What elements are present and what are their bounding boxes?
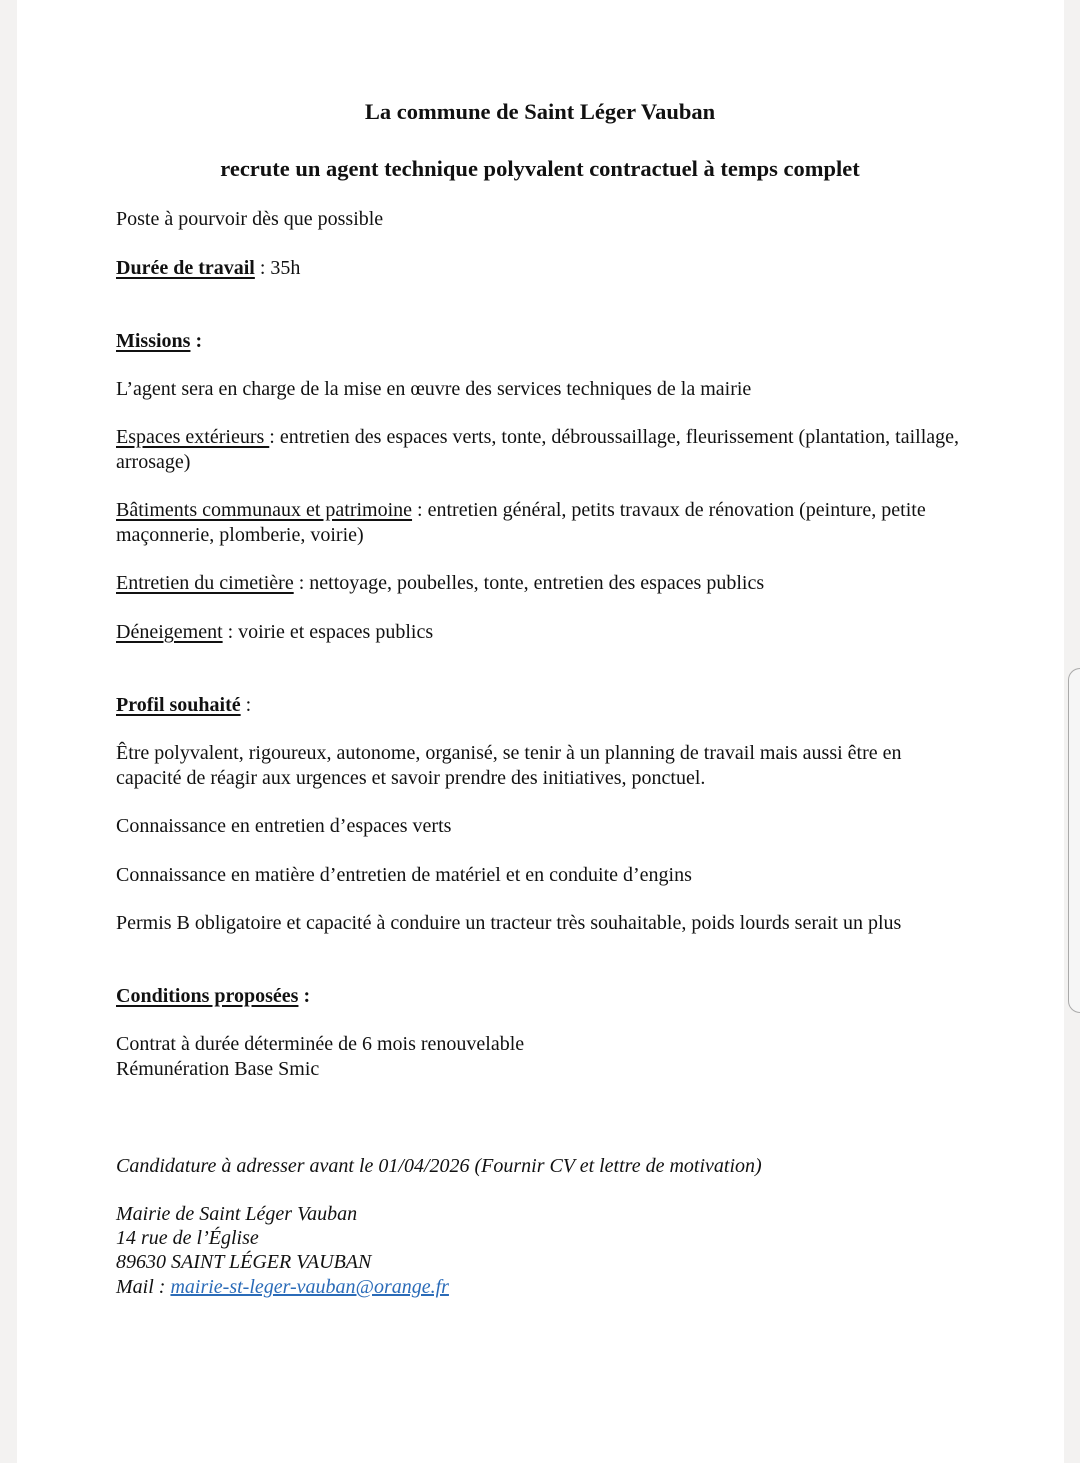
duration bbox=[116, 256, 961, 281]
conditions-heading bbox=[116, 984, 961, 1009]
title-line2: recrute un agent technique polyvalent contractuel à temps complet bbox=[220, 156, 860, 181]
mail-link[interactable]: mairie-st-leger-vauban@orange.fr bbox=[170, 1276, 449, 1298]
profile-item: Être polyvalent, rigoureux, autonome, organisé, se tenir à un planning de travail mais aussi être en capacité de réagir aux urgences et savoir prendre des initiatives, ponctuel. bbox=[116, 742, 902, 789]
mission-item bbox=[116, 425, 961, 474]
address-line2: 14 rue de l’Église bbox=[116, 1227, 259, 1249]
profile-heading bbox=[116, 693, 961, 718]
profile-item: Permis B obligatoire et capacité à conduire un tracteur très souhaitable, poids lourds serait un plus bbox=[116, 912, 902, 934]
scrollbar-thumb[interactable] bbox=[1068, 668, 1080, 1013]
mission-label: Entretien du cimetière bbox=[116, 572, 294, 594]
mission-text: : voirie et espaces publics bbox=[222, 621, 434, 643]
mail-line bbox=[116, 1275, 961, 1300]
mission-label: Espaces extérieurs bbox=[116, 426, 270, 448]
missions-heading-suffix: : bbox=[190, 330, 203, 352]
title-line1: La commune de Saint Léger Vauban bbox=[364, 99, 716, 124]
application-deadline: Candidature à adresser avant le 01/04/2026 (Fournir CV et lettre de motivation) bbox=[116, 1155, 762, 1177]
mission-text: : nettoyage, poubelles, tonte, entretien des espaces publics bbox=[293, 572, 765, 594]
availability-text: Poste à pourvoir dès que possible bbox=[116, 208, 384, 230]
conditions-heading-suffix: : bbox=[298, 985, 311, 1007]
missions-heading-label: Missions bbox=[116, 330, 191, 352]
mission-label: Bâtiments communaux et patrimoine bbox=[116, 499, 413, 521]
mission-text: : entretien des espaces verts, tonte, débroussaillage, fleurissement (plantation, taillage, arrosage) bbox=[116, 426, 960, 473]
address-line3: 89630 SAINT LÉGER VAUBAN bbox=[116, 1251, 372, 1273]
duration-label: Durée de travail bbox=[116, 257, 255, 279]
missions-heading bbox=[116, 329, 961, 354]
mission-item bbox=[116, 498, 961, 547]
address-line1: Mairie de Saint Léger Vauban bbox=[116, 1203, 358, 1225]
missions-intro: L’agent sera en charge de la mise en œuvre des services techniques de la mairie bbox=[116, 378, 752, 400]
profile-item: Connaissance en entretien d’espaces verts bbox=[116, 815, 452, 837]
conditions-line1: Contrat à durée déterminée de 6 mois renouvelable bbox=[116, 1033, 525, 1055]
mail-label: Mail : bbox=[116, 1276, 171, 1298]
mission-label: Déneigement bbox=[116, 621, 223, 643]
mission-text: : entretien général, petits travaux de rénovation (peinture, petite maçonnerie, plomberie, voirie) bbox=[116, 499, 926, 546]
profile-heading-suffix: : bbox=[240, 694, 252, 716]
duration-value: : 35h bbox=[254, 257, 301, 279]
conditions-line2: Rémunération Base Smic bbox=[116, 1058, 320, 1080]
profile-item: Connaissance en matière d’entretien de matériel et en conduite d’engins bbox=[116, 864, 692, 886]
mission-item bbox=[116, 571, 961, 596]
conditions-heading-label: Conditions proposées bbox=[116, 985, 299, 1007]
mission-item bbox=[116, 620, 961, 645]
profile-heading-label: Profil souhaité bbox=[116, 694, 241, 716]
